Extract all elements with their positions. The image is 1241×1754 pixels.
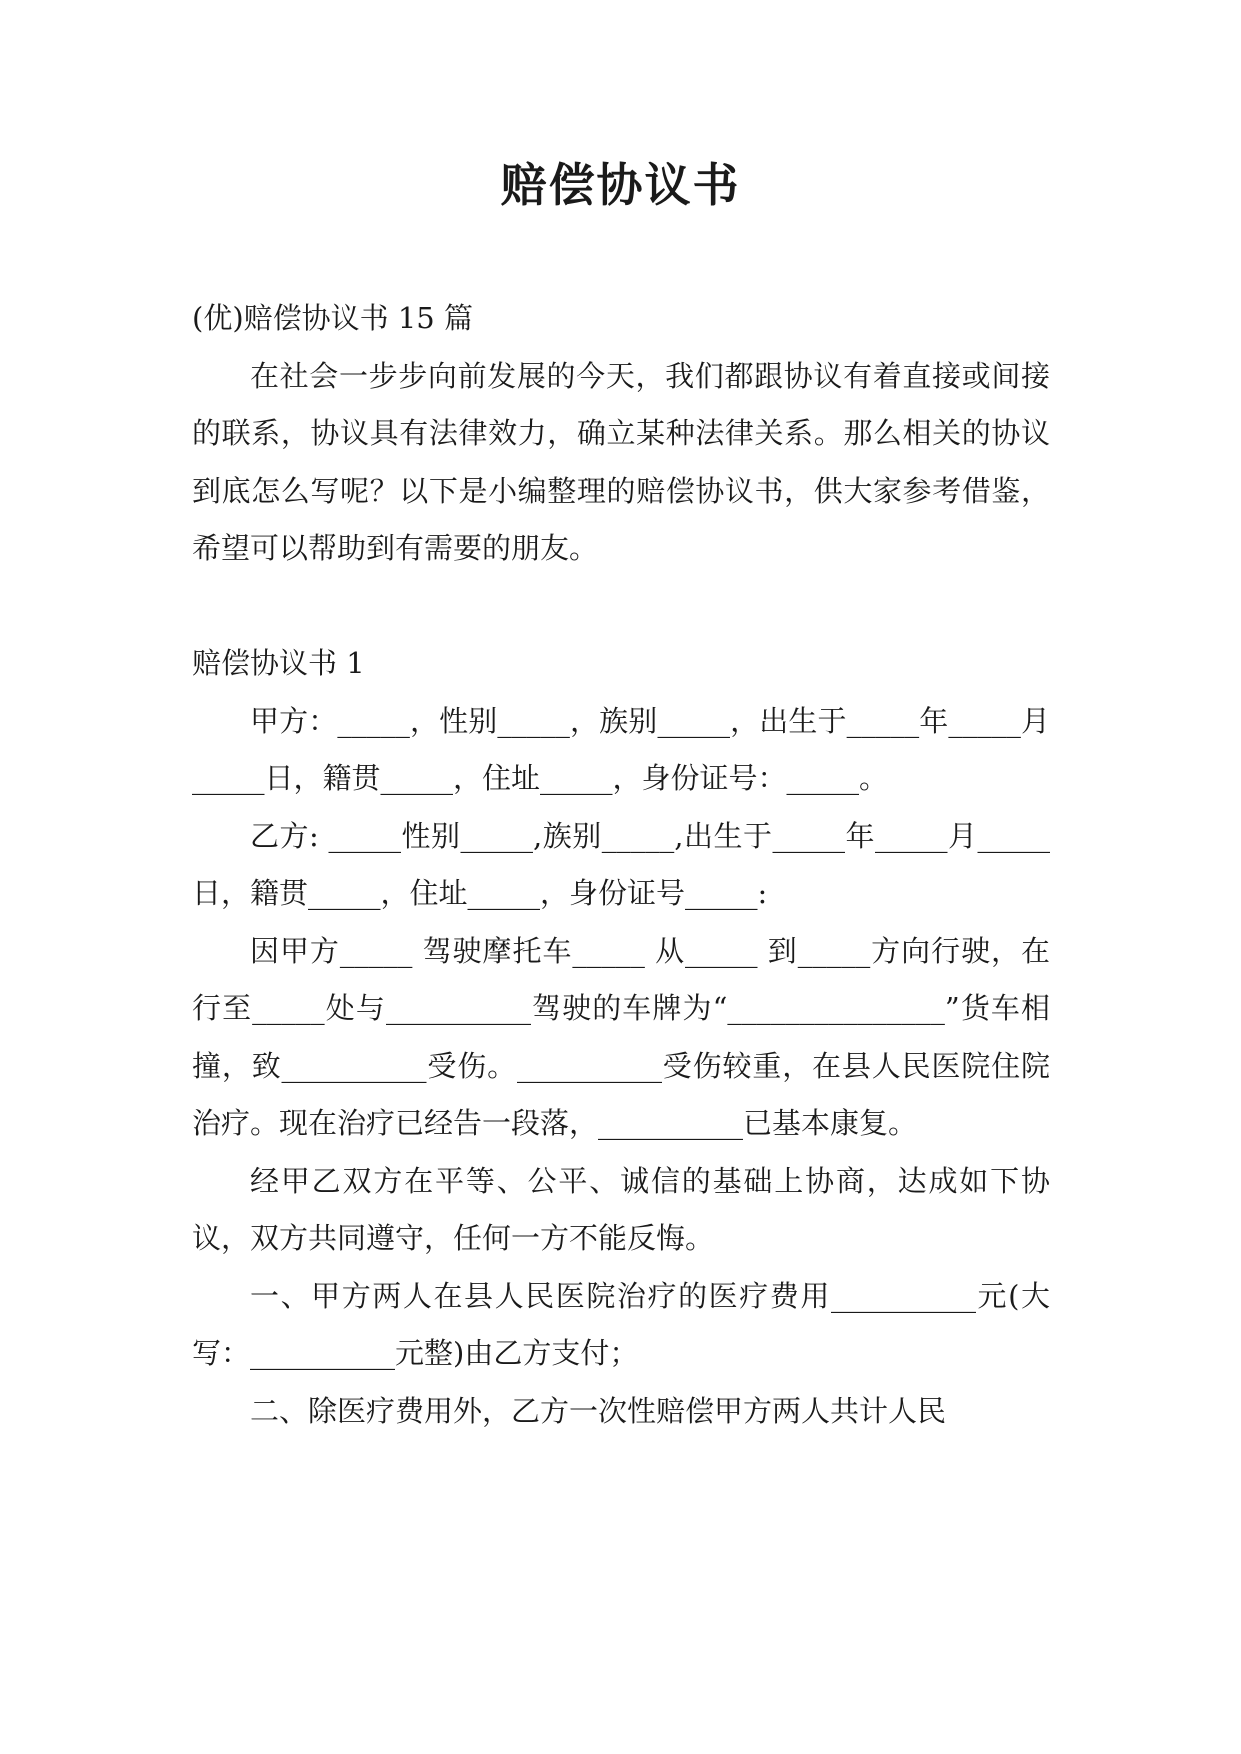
clause-one-paragraph: 一、甲方两人在县人民医院治疗的医疗费用__________元(大写：__________元整)由乙方支付；	[192, 1278, 1050, 1370]
intro-paragraph: 在社会一步步向前发展的今天，我们都跟协议有着直接或间接的联系，协议具有法律效力，确立某种法律关系。那么相关的协议到底怎么写呢？以下是小编整理的赔偿协议书，供大家参考借鉴，希望可以帮助到有需要的朋友。	[192, 358, 1050, 565]
incident-paragraph: 因甲方_____ 驾驶摩托车_____ 从_____ 到_____方向行驶，在行至_____处与__________驾驶的车牌为“_______________”货车相撞，致__________受伤。__________受伤较重，在县人民医院住院治疗。现在治疗已经告一段落，__________已基本康复。	[192, 933, 1050, 1140]
party-a-paragraph: 甲方：_____，性别_____，族别_____，出生于_____年_____月_____日，籍贯_____，住址_____，身份证号：_____。	[192, 703, 1050, 795]
document-body	[192, 290, 1050, 1440]
party-b-paragraph: 乙方: _____性别_____,族别_____,出生于_____年_____月_____日，籍贯_____，住址_____，身份证号_____:	[192, 818, 1050, 910]
document-subtitle: (优)赔偿协议书 15 篇	[192, 301, 473, 335]
paragraph-spacer	[192, 578, 1050, 636]
agreement-paragraph: 经甲乙双方在平等、公平、诚信的基础上协商，达成如下协议，双方共同遵守，任何一方不能反悔。	[192, 1163, 1050, 1255]
document-title: 赔偿协议书	[500, 158, 741, 212]
section-title: 赔偿协议书 1	[192, 646, 365, 680]
clause-two-paragraph: 二、除医疗费用外，乙方一次性赔偿甲方两人共计人民	[250, 1393, 947, 1428]
